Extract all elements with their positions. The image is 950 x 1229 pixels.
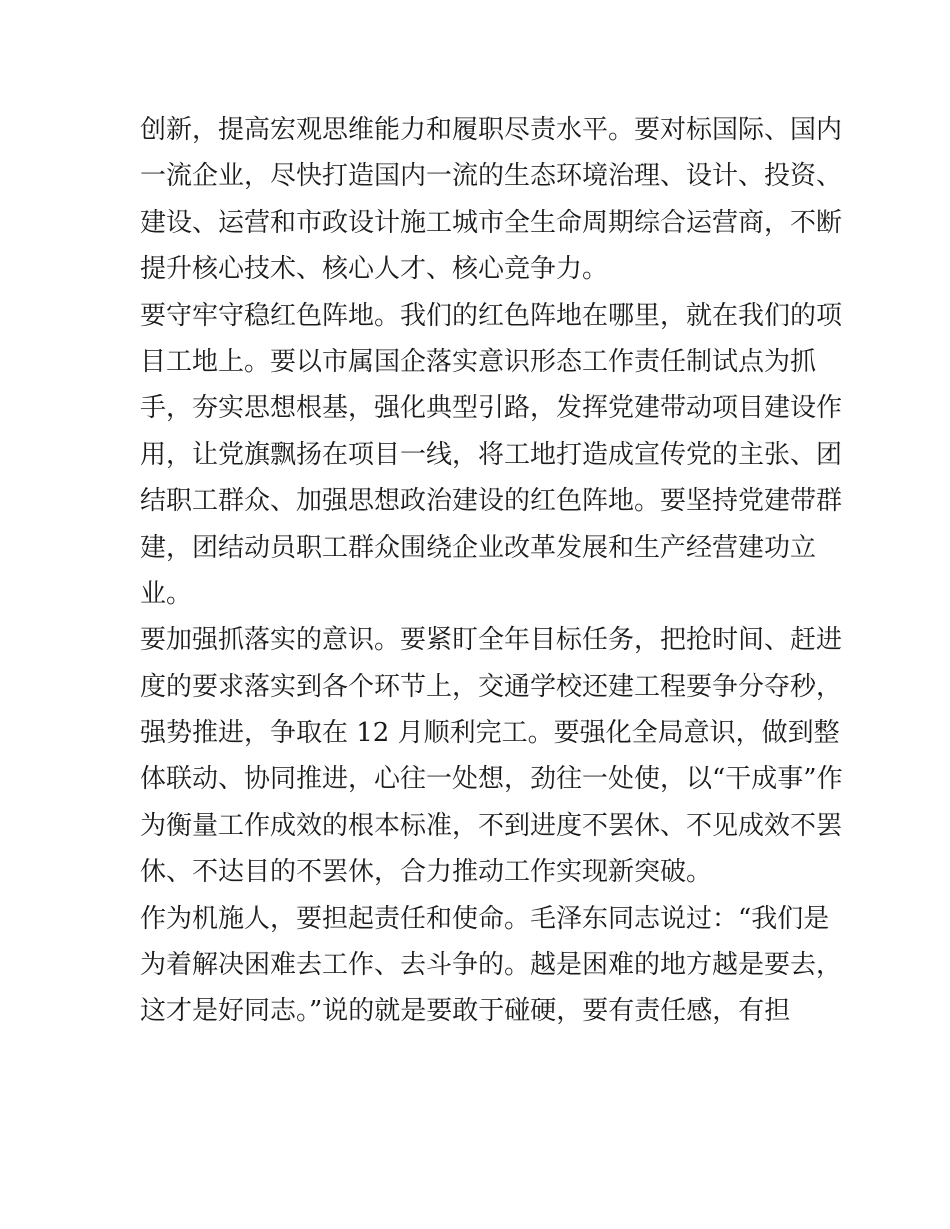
text-line: 创新，提高宏观思维能力和履职尽责水平。要对标国际、国内 xyxy=(140,115,843,145)
document-body xyxy=(140,107,843,1035)
text-line: 建，团结动员职工群众围绕企业改革发展和生产经营建功立 xyxy=(140,532,817,563)
text-line: 目工地上。要以市属国企落实意识形态工作责任制试点为抓 xyxy=(140,346,817,377)
text-line: 为着解决困难去工作、去斗争的。越是困难的地方越是要去， xyxy=(140,950,843,981)
text-line: 休、不达目的不罢休，合力推动工作实现新突破。 xyxy=(140,857,713,888)
text-line: 为衡量工作成效的根本标准，不到进度不罢休、不见成效不罢 xyxy=(140,810,843,841)
text-line: 这才是好同志。”说的就是要敢于碰硬，要有责任感，有担 xyxy=(140,996,791,1027)
text-line: 体联动、协同推进，心往一处想，劲往一处使，以“干成事”作 xyxy=(140,764,843,795)
text-line: 用，让党旗飘扬在项目一线，将工地打造成宣传党的主张、团 xyxy=(140,439,843,470)
text-line: 强势推进，争取在 12 月顺利完工。要强化全局意识，做到整 xyxy=(140,718,840,749)
text-line: 作为机施人，要担起责任和使命。毛泽东同志说过：“我们是 xyxy=(140,903,830,934)
text-line: 手，夯实思想根基，强化典型引路，发挥党建带动项目建设作 xyxy=(140,393,843,424)
text-line: 要守牢守稳红色阵地。我们的红色阵地在哪里，就在我们的项 xyxy=(140,300,843,331)
text-line: 一流企业，尽快打造国内一流的生态环境治理、设计、投资、 xyxy=(140,161,843,192)
text-line: 业。 xyxy=(140,578,193,609)
text-line: 提升核心技术、核心人才、核心竞争力。 xyxy=(140,254,609,285)
text-line: 建设、运营和市政设计施工城市全生命周期综合运营商，不断 xyxy=(140,207,843,238)
text-line: 度的要求落实到各个环节上，交通学校还建工程要争分夺秒， xyxy=(140,671,843,702)
text-line: 要加强抓落实的意识。要紧盯全年目标任务，把抢时间、赶进 xyxy=(140,625,843,656)
text-line: 结职工群众、加强思想政治建设的红色阵地。要坚持党建带群 xyxy=(140,486,843,517)
